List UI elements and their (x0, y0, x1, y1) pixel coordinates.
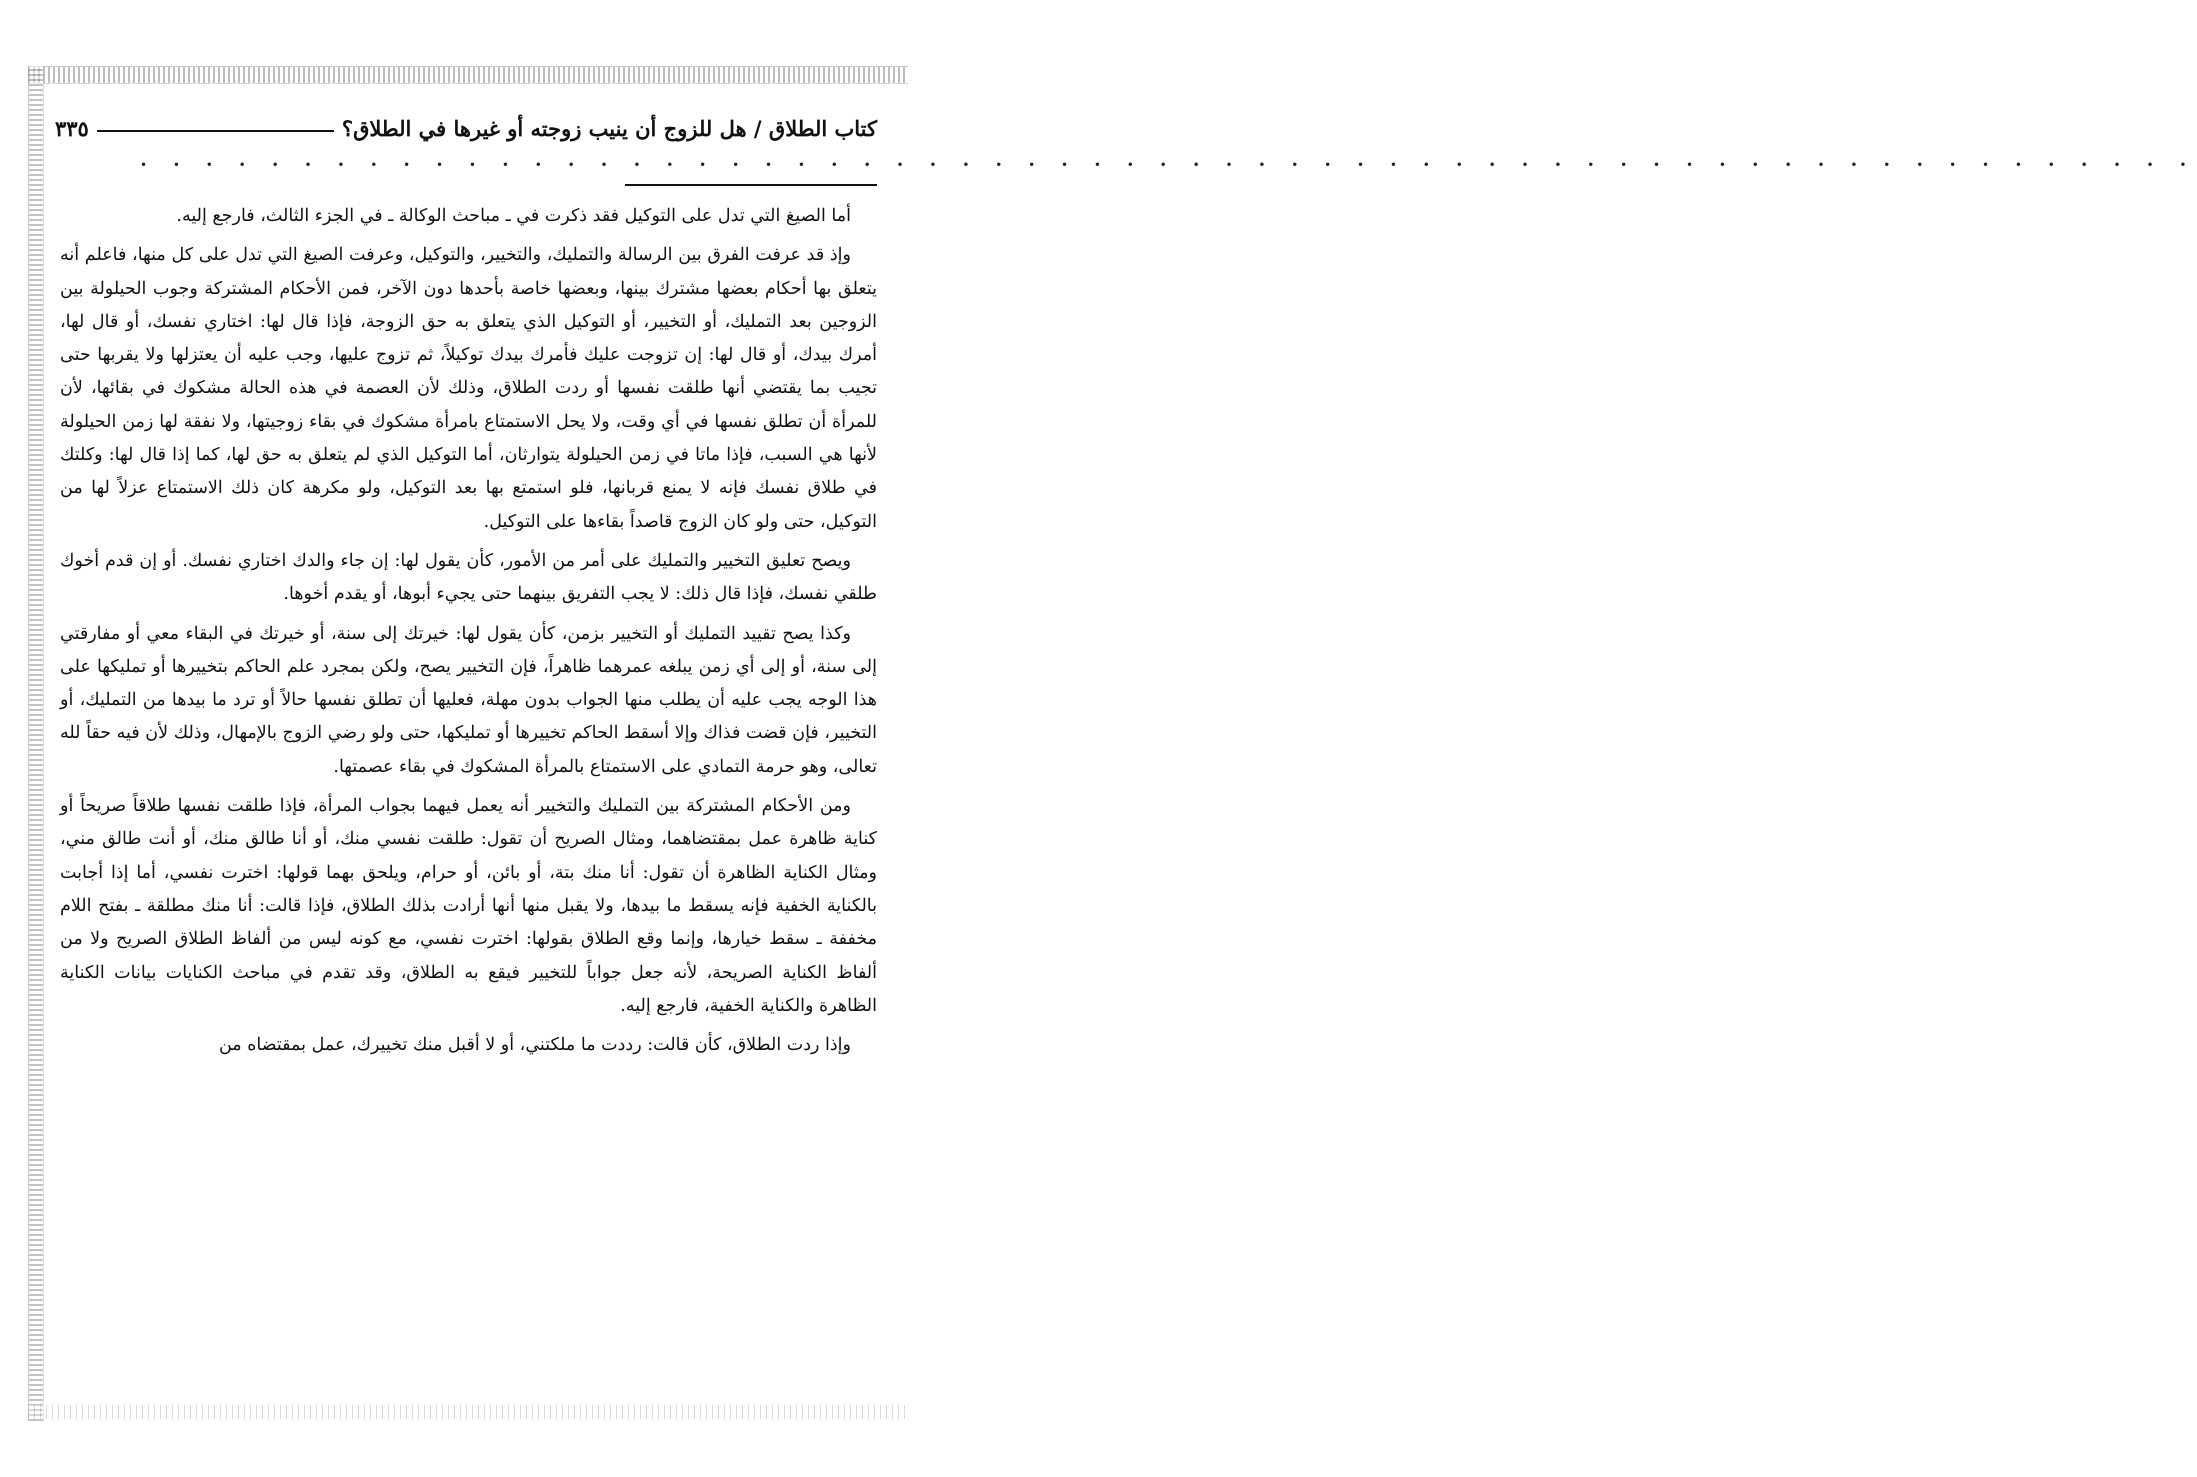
header-rule (97, 130, 334, 132)
paragraph: وإذ قد عرفت الفرق بين الرسالة والتمليك، والتخيير، والتوكيل، وعرفت الصيغ التي تدل على كل منها، فاعلم أنه يتعلق بها أحكام بعضها مشترك بينها، وبعضها خاصة بأحدها دون الآخر، فمن الأحكام المشتركة وجوب الحيلولة بين الزوجين بعد التمليك، أو التخيير، أو التوكيل الذي يتعلق به حق الزوجة، فإذا قال لها: اختاري نفسك، أو قال لها، أمرك بيدك، أو قال لها: إن تزوجت عليك فأمرك بيدك توكيلاً، ثم تزوج عليها، وجب عليه أن يعتزلها ولا يقربها حتى تجيب بما يقتضي أنها طلقت نفسها أو ردت الطلاق، وذلك لأن العصمة في هذه الحالة مشكوك في بقائها، لأن للمرأة أن تطلق نفسها في أي وقت، ولا يحل الاستمتاع بامرأة مشكوك في بقاء زوجيتها، ولا نفقة لها زمن الحيلولة لأنها هي السبب، فإذا ماتا في زمن الحيلولة يتوارثان، أما التوكيل الذي لم يتعلق به حق لها، كما إذا قال لها: وكلتك في طلاق نفسك فإنه لا يمنع قربانها، فلو استمتع بها بعد التوكيل، ولو مكرهة كان ذلك الاستمتاع عزلاً لها من التوكيل، حتى ولو كان الزوج قاصداً بقاءها على التوكيل. (60, 245, 877, 532)
decorative-border-left (28, 66, 44, 1421)
decorative-border-top (28, 66, 908, 84)
paragraph: وإذا ردت الطلاق، كأن قالت: رددت ما ملكتني، أو لا أقبل منك تخييرك، عمل بمقتضاه من (218, 1035, 851, 1056)
dotted-separator: • • • • • • • • • • • • • • • • • • • • • • • • • • • • • • • • • • • • • • • • • • • • • • • • • • • • • • • • • • • • • • • (140, 158, 2197, 172)
page-body (60, 200, 877, 1068)
header-title: كتاب الطلاق / هل للزوج أن ينيب زوجته أو غيرها في الطلاق؟ (341, 115, 877, 141)
paragraph: ويصح تعليق التخيير والتمليك على أمر من الأمور، كأن يقول لها: إن جاء والدك اختاري نفسك. أو إن قدم أخوك طلقي نفسك، فإذا قال ذلك: لا يجب التفريق بينهما حتى يجيء أبوها، أو يقدم أخوها. (60, 550, 877, 605)
paragraph: أما الصيغ التي تدل على التوكيل فقد ذكرت في ـ مباحث الوكالة ـ في الجزء الثالث، فارجع إليه. (176, 206, 851, 226)
paragraph: ومن الأحكام المشتركة بين التمليك والتخيير أنه يعمل فيهما بجواب المرأة، فإذا طلقت نفسها طلاقاً صريحاً أو كناية ظاهرة عمل بمقتضاهما، ومثال الصريح أن تقول: طلقت نفسي منك، أو أنا طالق منك، أو أنت طالق مني، ومثال الكناية الظاهرة أن تقول: أنا منك بتة، أو بائن، أو حرام، ويلحق بهما قولها: اخترت نفسي، أما إذا أجابت بالكناية الخفية فإنه يسقط ما بيدها، ولا يقبل منها أنها أرادت بذلك الطلاق، فإذا قالت: أنا منك مطلقة ـ بفتح اللام مخففة ـ سقط خيارها، وإنما وقع الطلاق بقولها: اخترت نفسي، مع كونه ليس من ألفاظ الطلاق الصريح ولا من ألفاظ الكناية الصريحة، لأنه جعل جواباً للتخيير فيقع به الطلاق، وقد تقدم في مباحث الكنايات بيانات الكناية الظاهرة والكناية الخفية، فارجع إليه. (60, 796, 877, 1016)
section-rule (625, 184, 877, 186)
paragraph: وكذا يصح تقييد التمليك أو التخيير بزمن، كأن يقول لها: خيرتك إلى سنة، أو خيرتك في البقاء معي أو مفارقتي إلى سنة، أو إلى أي زمن يبلغه عمرهما ظاهراً، فإن التخيير يصح، ولكن بمجرد علم الحاكم بتخييرها أو تمليكها على هذا الوجه يجب عليه أن يطلب منها الجواب بدون مهلة، فعليها أن تطلق نفسها حالاً أو ترد ما بيدها من التمليك، أو التخيير، فإن قضت فذاك وإلا أسقط الحاكم تخييرها أو تمليكها، حتى ولو رضي الزوج بالإمهال، وذلك لأن فيه حقاً لله تعالى، وهو حرمة التمادي على الاستمتاع بالمرأة المشكوك في بقاء عصمتها. (60, 623, 877, 777)
page-number: ٣٣٥ (55, 115, 89, 141)
decorative-border-bottom (28, 1405, 908, 1419)
running-header (55, 108, 877, 148)
